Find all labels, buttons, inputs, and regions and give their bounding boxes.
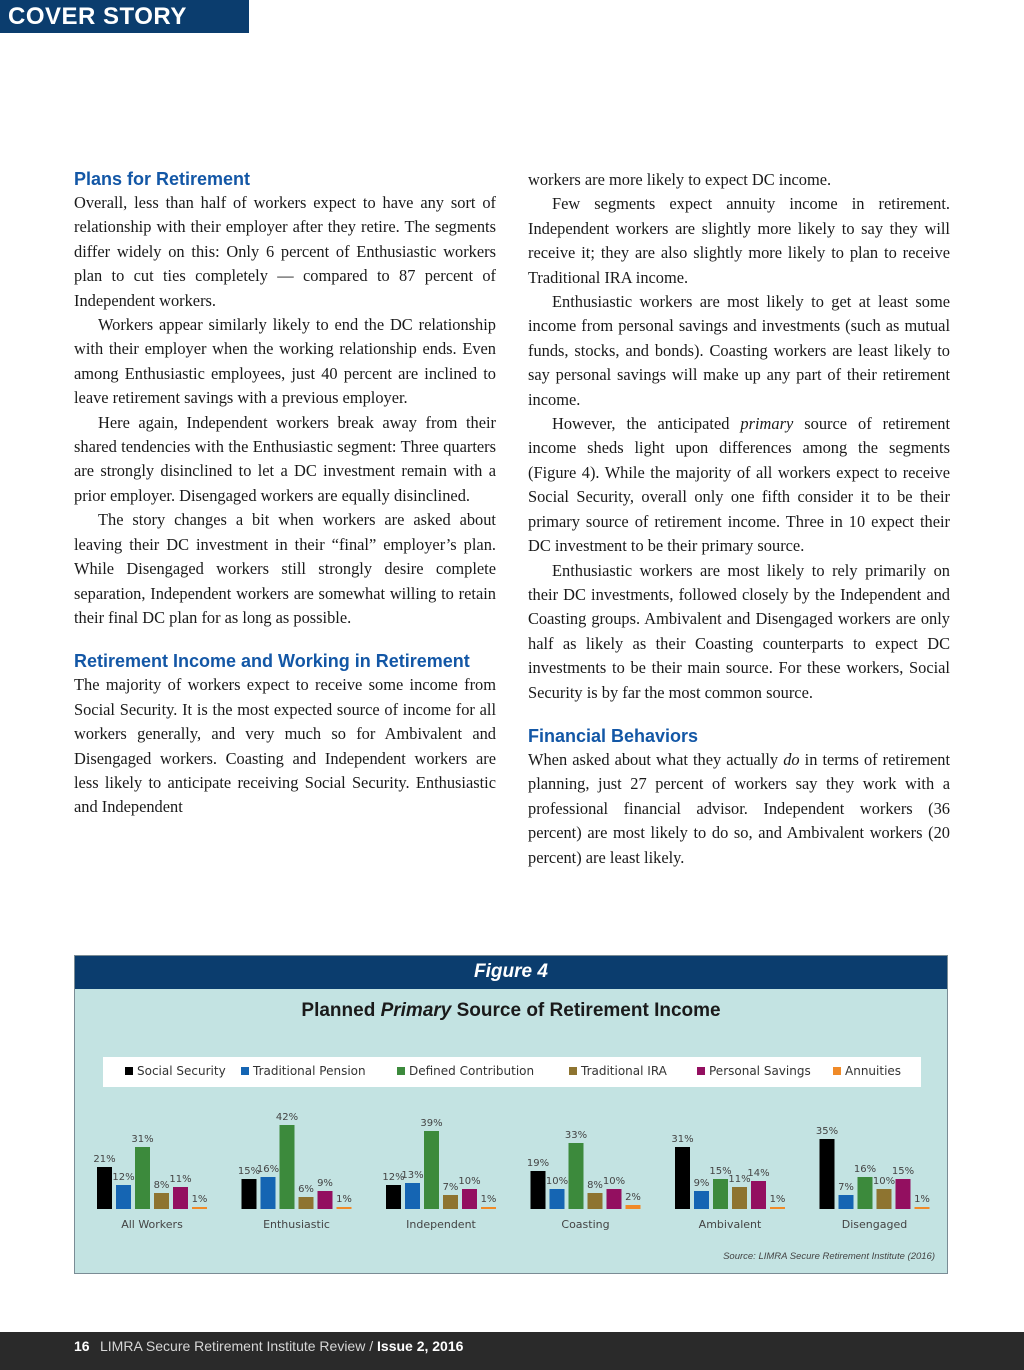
data-label: 1% bbox=[480, 1194, 497, 1205]
data-label: 12% bbox=[382, 1172, 405, 1183]
legend-label: Defined Contribution bbox=[409, 1064, 535, 1078]
legend-label: Annuities bbox=[845, 1064, 902, 1078]
legend-swatch bbox=[241, 1067, 249, 1075]
bar-coasting-traditional-pension bbox=[550, 1189, 565, 1209]
bar-enthusiastic-traditional-ira bbox=[299, 1197, 314, 1209]
data-label: 9% bbox=[693, 1178, 710, 1189]
chart-legend bbox=[103, 1057, 921, 1087]
text-run: When asked about what they actually bbox=[528, 749, 784, 769]
data-label: 10% bbox=[602, 1176, 626, 1187]
emphasis: primary bbox=[740, 414, 794, 434]
legend-label: Traditional Pension bbox=[253, 1064, 366, 1078]
data-label: 9% bbox=[317, 1178, 333, 1189]
bar-coasting-traditional-ira bbox=[588, 1193, 603, 1209]
title-run: Planned bbox=[301, 1000, 381, 1021]
paragraph bbox=[528, 412, 950, 558]
category-label: Coasting bbox=[561, 1218, 610, 1231]
category-label: All Workers bbox=[121, 1218, 183, 1231]
category-label: Independent bbox=[406, 1218, 476, 1231]
data-label: 15% bbox=[237, 1166, 261, 1177]
category-label: Enthusiastic bbox=[263, 1218, 330, 1231]
legend-item-social-security bbox=[125, 1064, 226, 1078]
bar-all-workers-social-security bbox=[97, 1167, 112, 1209]
paragraph: Here again, Independent workers break away from their shared tendencies with the Enthusiastic segment: Three quarters are strongly disinclined to let a DC investment remain with a prior employer. Disengaged workers are equally disinclined. bbox=[74, 412, 496, 505]
legend-item-annuities bbox=[833, 1064, 901, 1078]
data-label: 11% bbox=[728, 1174, 751, 1185]
data-label: 1% bbox=[769, 1194, 786, 1205]
legend-swatch bbox=[397, 1067, 405, 1075]
data-label: 31% bbox=[131, 1134, 154, 1145]
legend-label: Social Security bbox=[137, 1064, 226, 1078]
paragraph bbox=[528, 748, 950, 870]
legend-swatch bbox=[125, 1067, 133, 1075]
figure-source: Source: LIMRA Secure Retirement Institute (2016) bbox=[723, 1251, 935, 1262]
bar-disengaged-defined-contribution bbox=[858, 1177, 873, 1209]
bar-independent-defined-contribution bbox=[424, 1131, 439, 1209]
bar-all-workers-traditional-pension bbox=[116, 1185, 131, 1209]
bar-independent-traditional-ira bbox=[443, 1195, 458, 1209]
paragraph: Few segments expect annuity income in retirement. Independent workers are slightly more likely to say they will receive it; they are also slightly more likely to plan to receive Traditional IRA income. bbox=[528, 194, 950, 287]
bar-independent-traditional-pension bbox=[405, 1183, 420, 1209]
page-number: 16 bbox=[74, 1338, 90, 1354]
paragraph: Workers appear similarly likely to end the DC relationship with their employer when the working relationship ends. Even among Enthusiastic employees, just 40 percent are inclined to leave retirement savings with a previous employer. bbox=[74, 315, 496, 408]
issue-label: Issue 2, 2016 bbox=[377, 1338, 464, 1354]
legend-item-traditional-ira bbox=[569, 1064, 667, 1078]
category-label: Disengaged bbox=[841, 1218, 908, 1231]
bar-independent-annuities bbox=[481, 1207, 496, 1209]
section-banner-label: COVER STORY bbox=[8, 3, 187, 30]
data-label: 8% bbox=[587, 1180, 603, 1191]
footer-separator: / bbox=[365, 1338, 378, 1354]
bar-disengaged-traditional-ira bbox=[877, 1189, 892, 1209]
legend-label: Personal Savings bbox=[709, 1064, 811, 1078]
bar-enthusiastic-personal-savings bbox=[318, 1191, 333, 1209]
data-label: 19% bbox=[526, 1158, 550, 1169]
paragraph: Enthusiastic workers are most likely to get at least some income from personal savings and investments (such as mutual funds, stocks, and bonds). Coasting workers are least likely to say personal savings will make up any part of their retirement income. bbox=[528, 292, 950, 409]
figure-header bbox=[75, 956, 947, 989]
legend-swatch bbox=[697, 1067, 705, 1075]
paragraph: Enthusiastic workers are most likely to rely primarily on their DC investments, followed closely by the Independent and Coasting groups. Ambivalent and Disengaged workers are only half as likely as their Coasting counterparts to expect DC investments to be their main source. For these workers, Social Security is by far the most common source. bbox=[528, 560, 950, 702]
bar-coasting-annuities bbox=[626, 1205, 641, 1209]
data-label: 31% bbox=[671, 1134, 694, 1145]
bar-enthusiastic-social-security bbox=[242, 1179, 257, 1209]
title-run: Source of Retirement Income bbox=[451, 1000, 721, 1021]
data-label: 16% bbox=[256, 1164, 280, 1175]
chart-title bbox=[75, 1000, 947, 1022]
data-label: 11% bbox=[169, 1174, 192, 1185]
bar-disengaged-personal-savings bbox=[896, 1179, 911, 1209]
data-label: 33% bbox=[564, 1130, 588, 1141]
data-label: 39% bbox=[420, 1118, 443, 1129]
section-banner bbox=[0, 0, 249, 33]
data-label: 35% bbox=[815, 1126, 839, 1137]
heading-financial-behaviors: Financial Behaviors bbox=[528, 725, 699, 746]
data-label: 21% bbox=[93, 1154, 116, 1165]
publication-name: LIMRA Secure Retirement Institute Review bbox=[100, 1338, 366, 1354]
data-label: 7% bbox=[442, 1182, 459, 1193]
bar-ambivalent-traditional-ira bbox=[732, 1187, 747, 1209]
text-run: source of retirement income sheds light upon differences among the segments (Figure 4). While the majority of all workers expect to receive Social Security, overall only one fifth consider it to be their primary source of retirement income. Three in 10 expect their DC investment to be their primary source. bbox=[528, 414, 951, 556]
data-label: 14% bbox=[747, 1168, 770, 1179]
heading-plans-for-retirement: Plans for Retirement bbox=[74, 169, 251, 189]
right-column bbox=[528, 168, 950, 870]
bar-coasting-social-security bbox=[531, 1171, 546, 1209]
paragraph: The story changes a bit when workers are asked about leaving their DC investment in their “final” employer’s plan. While Disengaged workers still strongly desire complete separation, Independent workers are somewhat willing to retain their final DC plan for as long as possible. bbox=[74, 510, 496, 627]
legend-label: Traditional IRA bbox=[581, 1064, 667, 1078]
legend-swatch bbox=[569, 1067, 577, 1075]
data-label: 10% bbox=[545, 1176, 569, 1187]
data-label: 1% bbox=[336, 1194, 352, 1205]
data-label: 42% bbox=[275, 1112, 299, 1123]
bar-ambivalent-defined-contribution bbox=[713, 1179, 728, 1209]
category-label: Ambivalent bbox=[698, 1218, 762, 1231]
bar-ambivalent-annuities bbox=[770, 1207, 785, 1209]
paragraph: Overall, less than half of workers expect to have any sort of relationship with their employer after they retire. The segments differ widely on this: Only 6 percent of Enthusiastic workers plan to cut ties completely — compared to 87 percent of Independent workers. bbox=[74, 193, 496, 310]
bar-ambivalent-traditional-pension bbox=[694, 1191, 709, 1209]
bar-ambivalent-personal-savings bbox=[751, 1181, 766, 1209]
figure-4 bbox=[74, 955, 948, 1274]
data-label: 6% bbox=[298, 1184, 314, 1195]
text-run: However, the anticipated bbox=[552, 414, 741, 434]
data-label: 15% bbox=[891, 1166, 915, 1177]
bar-coasting-personal-savings bbox=[607, 1189, 622, 1209]
data-label: 1% bbox=[914, 1194, 930, 1205]
bar-enthusiastic-annuities bbox=[337, 1207, 352, 1209]
paragraph: The majority of workers expect to receive some income from Social Security. It is the most expected source of income for all workers generally, and very much so for Ambivalent and Disengaged workers. Coasting and Independent workers are less likely to anticipate receiving Social Security. Enthusiastic and Independent bbox=[74, 675, 496, 817]
data-label: 2% bbox=[625, 1192, 641, 1203]
bar-independent-personal-savings bbox=[462, 1189, 477, 1209]
bar-all-workers-defined-contribution bbox=[135, 1147, 150, 1209]
bar-independent-social-security bbox=[386, 1185, 401, 1209]
bar-all-workers-traditional-ira bbox=[154, 1193, 169, 1209]
data-label: 10% bbox=[458, 1176, 481, 1187]
data-label: 15% bbox=[709, 1166, 732, 1177]
bar-disengaged-traditional-pension bbox=[839, 1195, 854, 1209]
bar-disengaged-social-security bbox=[820, 1139, 835, 1209]
data-label: 12% bbox=[112, 1172, 135, 1183]
paragraph: workers are more likely to expect DC income. bbox=[528, 170, 832, 189]
heading-retirement-income: Retirement Income and Working in Retirement bbox=[74, 651, 470, 672]
legend-item-traditional-pension bbox=[241, 1064, 366, 1078]
bar-enthusiastic-defined-contribution bbox=[280, 1125, 295, 1209]
left-column bbox=[74, 168, 496, 820]
bar-coasting-defined-contribution bbox=[569, 1143, 584, 1209]
title-emphasis: Primary bbox=[380, 1000, 452, 1021]
emphasis: do bbox=[783, 749, 800, 769]
bar-all-workers-personal-savings bbox=[173, 1187, 188, 1209]
data-label: 16% bbox=[853, 1164, 877, 1175]
text-run: in terms of retirement planning, just 27 percent of workers say they work with a professional financial advisor. Independent workers (36 percent) are most likely to do so, and Ambivalent workers (20 percent) are least likely. bbox=[528, 749, 950, 867]
data-label: 13% bbox=[401, 1170, 424, 1181]
legend-swatch bbox=[833, 1067, 841, 1075]
data-label: 1% bbox=[191, 1194, 208, 1205]
bar-enthusiastic-traditional-pension bbox=[261, 1177, 276, 1209]
bar-all-workers-annuities bbox=[192, 1207, 207, 1209]
page-footer bbox=[0, 1332, 1024, 1370]
bar-disengaged-annuities bbox=[915, 1207, 930, 1209]
footer-publication bbox=[100, 1338, 463, 1354]
figure-label: Figure 4 bbox=[474, 961, 548, 982]
bar-chart bbox=[75, 1101, 947, 1241]
data-label: 10% bbox=[872, 1176, 896, 1187]
legend-item-defined-contribution bbox=[397, 1064, 534, 1078]
bar-ambivalent-social-security bbox=[675, 1147, 690, 1209]
data-label: 7% bbox=[838, 1182, 854, 1193]
legend-item-personal-savings bbox=[697, 1064, 811, 1078]
data-label: 8% bbox=[153, 1180, 170, 1191]
